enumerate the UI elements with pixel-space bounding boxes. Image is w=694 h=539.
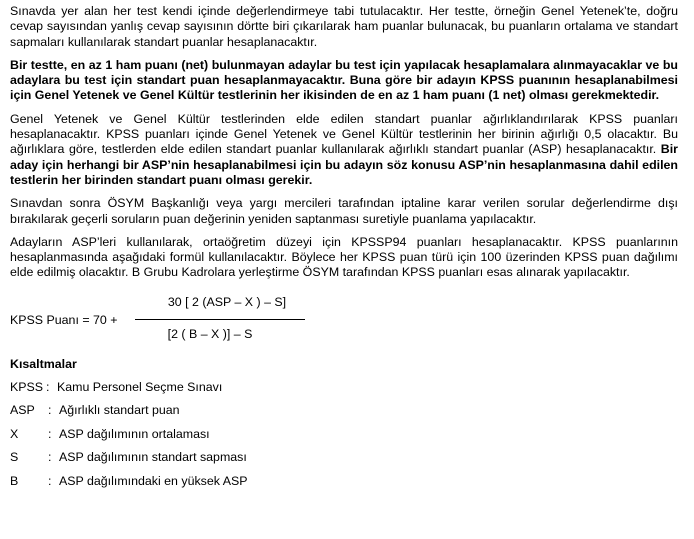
abbreviation-separator: : xyxy=(48,403,52,418)
formula-numerator: 30 [ 2 (ASP – X ) – S] xyxy=(167,294,287,309)
abbreviation-separator: : xyxy=(48,473,52,488)
paragraph-cancelled-questions: Sınavdan sonra ÖSYM Başkanlığı veya yargı mercileri tarafından iptaline karar verilen sorular değerlendirme dışı bırakılarak geçerli soruların puan değerinin yeniden saptanması suretiyle puanlama yapılacaktır. xyxy=(10,196,678,226)
formula-denominator: [2 ( B – X )] – S xyxy=(167,326,253,341)
paragraph-kpss-calculation: Adayların ASP’leri kullanılarak, ortaöğretim düzeyi için KPSSP94 puanları hesaplanacaktır. KPSS puanlarının hesaplanmasında aşağıdaki formül kullanılacaktır. Böylece her KPSS puan türü için 100 üzerinden KPSS puan dağılımı elde edilmiş olacaktır. B Grubu Kadrolara yerleştirme ÖSYM tarafından KPSS puanları esas alınarak yapılacaktır. xyxy=(10,234,678,280)
abbreviation-value: ASP dağılımının ortalaması xyxy=(59,426,210,441)
abbreviation-key: B xyxy=(10,473,19,488)
abbreviation-key: X xyxy=(10,426,19,441)
abbreviation-key: ASP xyxy=(10,403,35,418)
abbreviation-row xyxy=(10,474,678,498)
abbreviation-row xyxy=(10,380,678,404)
weighted-scores-text: Genel Yetenek ve Genel Kültür testlerinden elde edilen standart puanlar ağırlıklandırılarak KPSS puanları hesaplanacaktır. KPSS puanları içinde Genel Yetenek ve Genel Kültür testlerinin her birinin ağırlığı 0,5 olacaktır. Bu ağırlıklara göre, testlerden elde edilen standart puanlar kullanılarak ağırlıklı standart puanlar (ASP) hesaplanacaktır. xyxy=(10,111,678,157)
formula-fraction-bar xyxy=(135,319,305,320)
abbreviation-separator: : xyxy=(48,426,52,441)
abbreviation-row xyxy=(10,450,678,474)
abbreviation-key: S xyxy=(10,450,19,465)
abbreviation-value: Kamu Personel Seçme Sınavı xyxy=(57,379,223,394)
abbreviation-key: KPSS xyxy=(10,379,44,394)
abbreviations-list xyxy=(10,380,678,498)
abbreviation-row xyxy=(10,403,678,427)
abbreviation-value: ASP dağılımının standart sapması xyxy=(59,450,247,465)
abbreviation-separator: : xyxy=(48,450,52,465)
weighted-scores-bold-text: Bir aday için herhangi bir ASP’nin hesaplanabilmesi için bu adayın söz konusu ASP’nin hesaplanmasına dahil edilen testlerin her birinden standart puanı olması gerekir. xyxy=(10,142,678,187)
abbreviation-row xyxy=(10,427,678,451)
kpss-formula xyxy=(10,295,678,345)
paragraph-scoring-method: Sınavda yer alan her test kendi içinde değerlendirmeye tabi tutulacaktır. Her testte, örneğin Genel Yetenek’te, doğru cevap sayısından yanlış cevap sayısının dörtte biri çıkarılarak ham puanlar bulunacak, bu puanların ortalama ve standart sapmaları kullanılarak standart puanlar hesaplanacaktır. xyxy=(10,4,678,49)
abbreviation-separator: : xyxy=(46,379,50,394)
abbreviation-value: Ağırlıklı standart puan xyxy=(59,403,180,418)
document-page xyxy=(10,4,678,497)
paragraph-minimum-raw-score: Bir testte, en az 1 ham puanı (net) bulunmayan adaylar bu test için yapılacak hesaplamalara alınmayacaklar ve bu adaylara bu test için standart puan hesaplanmayacaktır. Buna göre bir adayın KPSS puanının hesaplanabilmesi için Genel Yetenek ve Genel Kültür testlerinin her ikisinden de en az 1 ham puanı (1 net) olması gerekmektedir. xyxy=(10,57,678,103)
abbreviation-value: ASP dağılımındaki en yüksek ASP xyxy=(59,473,248,488)
paragraph-weighted-scores xyxy=(10,112,678,188)
abbreviations-title: Kısaltmalar xyxy=(10,356,77,371)
formula-lhs: KPSS Puanı = 70 + xyxy=(10,312,118,327)
